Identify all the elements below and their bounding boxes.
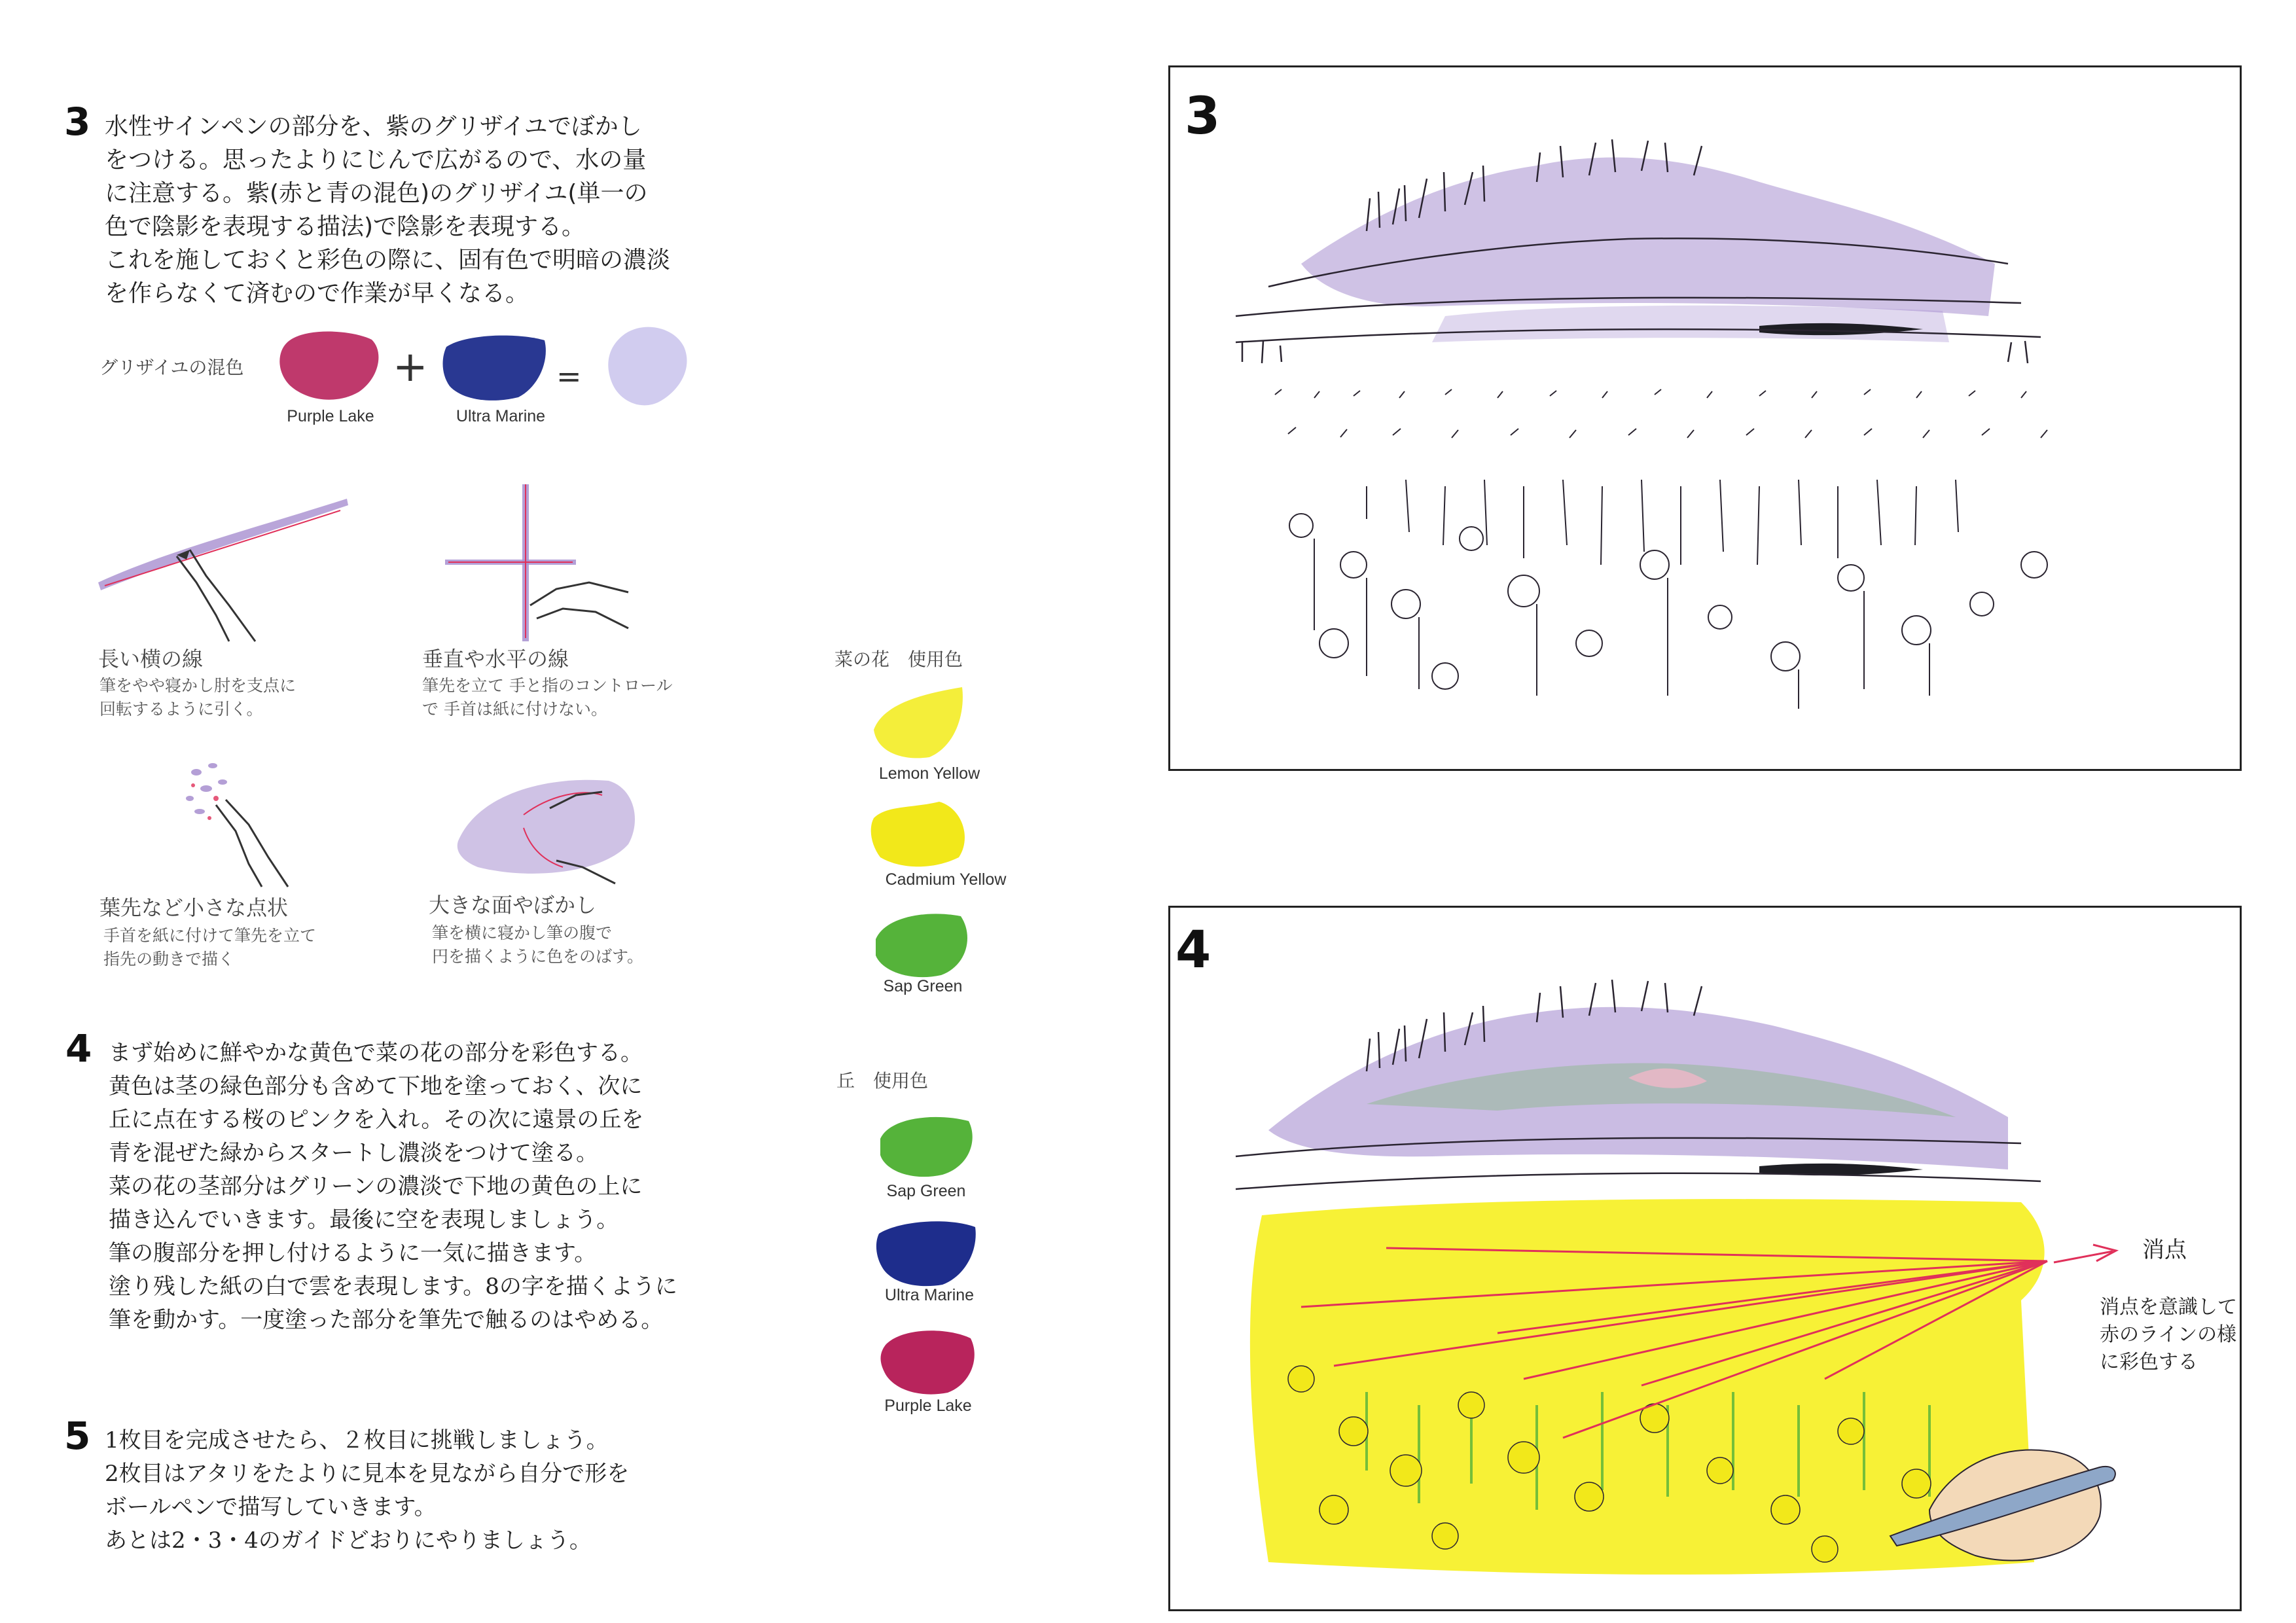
sap-green-swatch <box>869 906 974 982</box>
note-line: 赤のラインの様 <box>2100 1323 2237 1346</box>
lemon-yellow-swatch <box>864 684 969 762</box>
plus-sign: + <box>393 343 428 391</box>
vanishing-point-note <box>2100 1294 2237 1376</box>
technique-desc <box>103 924 316 971</box>
ultra-marine-label: Ultra Marine <box>456 407 546 425</box>
swatch-label: Lemon Yellow <box>878 764 980 783</box>
desc-line: 筆をやや寝かし肘を支点に <box>99 676 296 695</box>
step-5-number: 5 <box>64 1414 91 1458</box>
equals-sign: = <box>556 359 582 394</box>
text-line: まず始めに鮮やかな黄色で菜の花の部分を彩色する。 <box>109 1040 643 1066</box>
sketch-landscape-purple <box>1170 67 2240 769</box>
sap-green-swatch <box>874 1109 978 1181</box>
technique-title: 長い横の線 <box>98 647 204 671</box>
technique-desc <box>432 921 643 969</box>
desc-line: 筆を横に寝かし筆の腹で <box>432 923 613 942</box>
text-line: 1枚目を完成させたら、２枚目に挑戦しましょう。 <box>105 1427 609 1454</box>
text-line: 色で陰影を表現する描法)で陰影を表現する。 <box>105 213 586 240</box>
step-4-number: 4 <box>65 1026 92 1071</box>
text-line: 2枚目はアタリをたよりに見本を見ながら自分で形を <box>105 1461 630 1487</box>
text-line: に注意する。紫(赤と青の混色)のグリザイユ(単一の <box>105 180 648 207</box>
technique-desc <box>99 674 296 721</box>
grisaille-result-swatch <box>599 321 697 412</box>
hill-colors-title: 丘 使用色 <box>836 1070 929 1092</box>
swatch-label: Purple Lake <box>884 1397 972 1415</box>
technique-title: 垂直や水平の線 <box>422 647 569 671</box>
text-line: 筆の腹部分を押し付けるように一気に描きます。 <box>109 1240 597 1266</box>
dot-strokes-illustration <box>177 753 308 890</box>
panel-number: 4 <box>1175 921 1211 980</box>
desc-line: 筆先を立て 手と指のコントロール <box>422 676 673 695</box>
text-line: 菜の花の茎部分はグリーンの濃淡で下地の黄色の上に <box>109 1173 643 1200</box>
text-line: をつける。思ったよりにじんで広がるので、水の量 <box>105 147 647 173</box>
step-3-number: 3 <box>64 99 91 144</box>
text-line: 塗り残した紙の白で雲を表現します。8の字を描くように <box>109 1274 677 1300</box>
purple-lake-swatch <box>876 1322 980 1397</box>
vanishing-point-label: 消点 <box>2142 1237 2187 1263</box>
desc-line: 指先の動きで描く <box>103 950 235 969</box>
step-3-text <box>105 110 670 310</box>
technique-title: 葉先など小さな点状 <box>99 895 289 920</box>
cadmium-yellow-swatch <box>867 792 972 870</box>
flower-colors-title: 菜の花 使用色 <box>834 649 963 670</box>
desc-line: 回転するように引く。 <box>99 700 263 719</box>
purple-lake-label: Purple Lake <box>287 407 374 425</box>
step-5-text <box>105 1424 629 1558</box>
colored-landscape <box>1170 908 2240 1609</box>
long-line-illustration <box>92 484 353 648</box>
grisaille-label: グリザイユの混色 <box>99 357 244 378</box>
text-line: 筆を動かす。一度塗った部分を筆先で触るのはやめる。 <box>109 1307 664 1333</box>
text-line: これを施しておくと彩色の際に、固有色で明暗の濃淡 <box>105 247 671 274</box>
ultra-marine-swatch <box>440 329 551 407</box>
technique-title: 大きな面やぼかし <box>429 893 597 918</box>
text-line: ボールペンで描写していきます。 <box>105 1494 437 1520</box>
swatch-label: Sap Green <box>886 1182 966 1200</box>
text-line: 描き込んでいきます。最後に空を表現しましょう。 <box>109 1207 619 1233</box>
illustration-panel-4 <box>1168 906 2242 1611</box>
desc-line: で 手首は紙に付けない。 <box>422 700 607 719</box>
technique-desc <box>422 674 672 721</box>
swatch-label: Sap Green <box>883 977 963 995</box>
text-line: を作らなくて済むので作業が早くなる。 <box>105 280 529 307</box>
desc-line: 円を描くように色をのばす。 <box>432 947 644 966</box>
purple-lake-swatch <box>274 323 385 408</box>
illustration-panel-3 <box>1168 65 2242 771</box>
step-4-text <box>109 1037 677 1337</box>
text-line: 青を混ぜた緑からスタートし濃淡をつけて塗る。 <box>109 1140 598 1166</box>
text-line: 丘に点在する桜のピンクを入れ。その次に遠景の丘を <box>109 1107 644 1133</box>
swatch-label: Ultra Marine <box>884 1286 975 1304</box>
swatch-label: Cadmium Yellow <box>885 870 1007 889</box>
vertical-horizontal-illustration <box>439 478 635 648</box>
note-line: に彩色する <box>2100 1351 2198 1374</box>
text-line: あとは2・3・4のガイドどおりにやりましょう。 <box>105 1527 592 1554</box>
note-line: 消点を意識して <box>2100 1296 2237 1319</box>
text-line: 黄色は茎の緑色部分も含めて下地を塗っておく、次に <box>109 1073 643 1099</box>
ultra-marine-swatch <box>874 1214 978 1289</box>
panel-number: 3 <box>1185 87 1221 146</box>
text-line: 水性サインペンの部分を、紫のグリザイユでぼかし <box>105 113 642 140</box>
desc-line: 手首を紙に付けて筆先を立て <box>103 926 317 945</box>
large-wash-illustration <box>452 769 648 887</box>
